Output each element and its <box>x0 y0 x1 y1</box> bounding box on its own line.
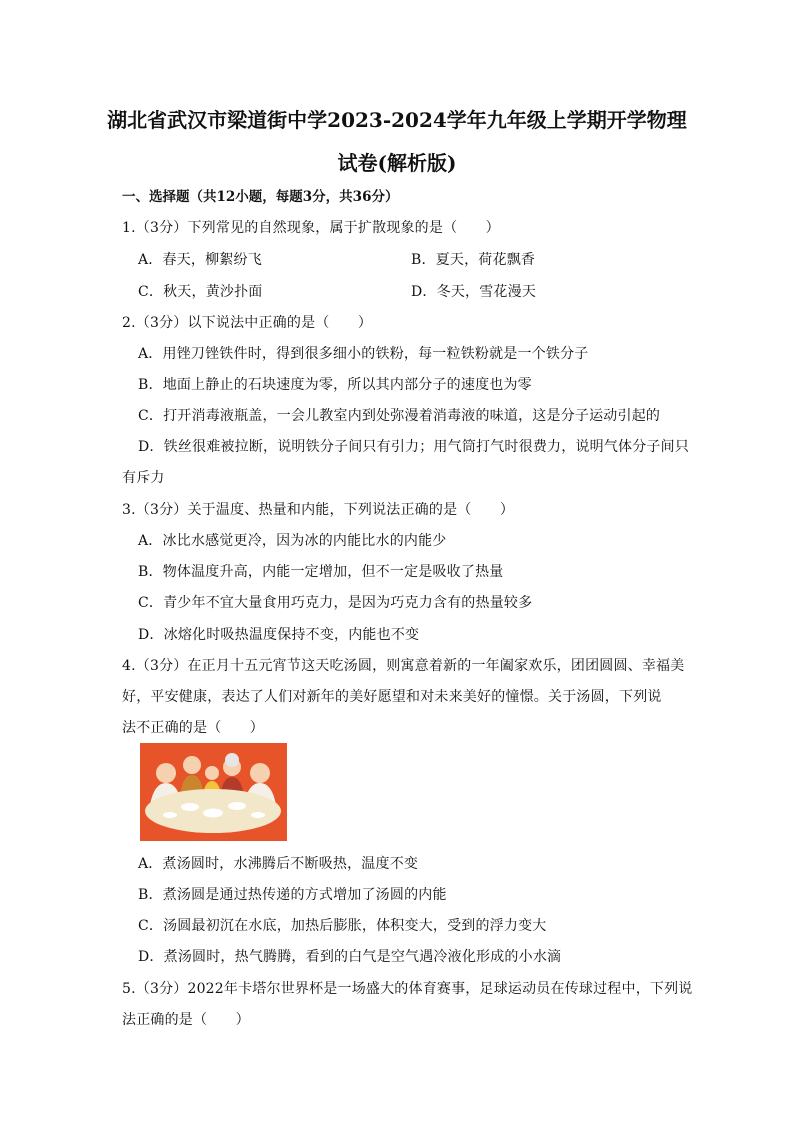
question-1-option-d: D．冬天，雪花漫天 <box>411 284 537 300</box>
question-3-option-c: C．青少年不宜大量食用巧克力，是因为巧克力含有的热量较多 <box>138 595 533 611</box>
question-4-stem-line1: 4.（3分）在正月十五元宵节这天吃汤圆，则寓意着新的一年阖家欢乐，团团圆圆、幸福美 <box>122 658 685 674</box>
question-3-option-a: A．冰比水感觉更冷，因为冰的内能比水的内能少 <box>138 533 447 549</box>
family-eating-tangyuan-illustration <box>140 743 287 841</box>
question-2-option-c: C．打开消毒液瓶盖，一会儿教室内到处弥漫着消毒液的味道，这是分子运动引起的 <box>138 408 661 424</box>
question-4-stem-line3: 法不正确的是（ ） <box>122 720 264 736</box>
question-4-option-c: C．汤圆最初沉在水底，加热后膨胀，体积变大，受到的浮力变大 <box>138 918 547 934</box>
question-1-stem: 1.（3分）下列常见的自然现象，属于扩散现象的是（ ） <box>122 220 500 236</box>
question-3-stem: 3.（3分）关于温度、热量和内能，下列说法正确的是（ ） <box>122 502 515 518</box>
question-4-stem-line2: 好，平安健康，表达了人们对新年的美好愿望和对未来美好的憧憬。关于汤圆，下列说 <box>122 689 662 705</box>
question-2-option-d-continued: 有斥力 <box>122 470 165 486</box>
exam-title-line2: 试卷(解析版) <box>337 151 457 175</box>
question-3-option-d: D．冰熔化时吸热温度保持不变，内能也不变 <box>138 627 420 643</box>
question-2-stem: 2.（3分）以下说法中正确的是（ ） <box>122 315 373 331</box>
question-1-option-a: A．春天，柳絮纷飞 <box>138 252 262 268</box>
question-1-option-b: B．夏天，荷花飘香 <box>411 252 536 268</box>
question-2-option-d: D．铁丝很难被拉断，说明铁分子间只有引力；用气筒打气时很费力，说明气体分子间只 <box>138 439 690 455</box>
section-heading: 一、选择题（共12小题，每题3分，共36分） <box>122 189 399 205</box>
exam-title-line1: 湖北省武汉市梁道街中学2023-2024学年九年级上学期开学物理 <box>107 108 687 132</box>
question-4-option-d: D．煮汤圆时，热气腾腾，看到的白气是空气遇冷液化形成的小水滴 <box>138 949 562 965</box>
question-1-option-c: C．秋天，黄沙扑面 <box>138 284 263 300</box>
question-5-stem-line1: 5.（3分）2022年卡塔尔世界杯是一场盛大的体育赛事，足球运动员在传球过程中，下列说 <box>122 981 693 997</box>
question-4-option-a: A．煮汤圆时，水沸腾后不断吸热，温度不变 <box>138 856 419 872</box>
question-2-option-a: A．用锉刀锉铁件时，得到很多细小的铁粉，每一粒铁粉就是一个铁分子 <box>138 346 589 362</box>
question-5-stem-line2: 法正确的是（ ） <box>122 1012 250 1028</box>
question-4-option-b: B．煮汤圆是通过热传递的方式增加了汤圆的内能 <box>138 887 447 903</box>
question-2-option-b: B．地面上静止的石块速度为零，所以其内部分子的速度也为零 <box>138 377 532 393</box>
question-3-option-b: B．物体温度升高，内能一定增加，但不一定是吸收了热量 <box>138 564 504 580</box>
